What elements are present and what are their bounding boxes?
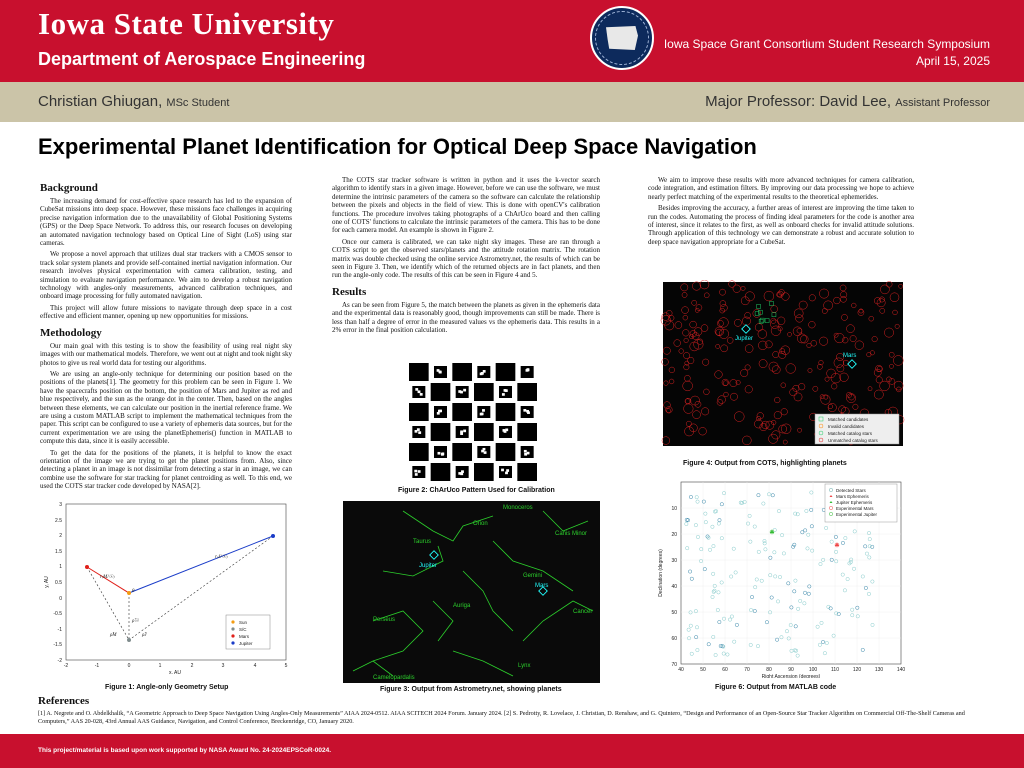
charuco-square <box>431 423 451 441</box>
methodology-paragraph-1: Our main goal with this testing is to show the feasibility of using real night sky images with our mathematical models. Therefore, we went out at night and took night sky photos to give us real world data for testing our algorithms. <box>40 341 292 367</box>
aruco-marker <box>477 406 490 418</box>
x-axis-label: x, AU <box>169 670 181 674</box>
figure-2-charuco-board <box>408 362 538 482</box>
poster-title: Experimental Planet Identification for Optical Deep Space Navigation <box>38 134 757 159</box>
charuco-square <box>474 463 494 481</box>
methodology-heading: Methodology <box>40 326 102 339</box>
label-lynx: Lynx <box>518 663 531 669</box>
aruco-bit <box>418 431 421 434</box>
x-tick: 40 <box>678 667 684 673</box>
sun-point <box>127 591 131 595</box>
r-jupiter-label: r₍J/☉₎ <box>215 555 228 560</box>
charuco-square <box>409 363 429 381</box>
aruco-bit <box>463 430 466 433</box>
x-tick: 90 <box>788 667 794 673</box>
label-mars: Mars <box>843 353 857 359</box>
y-tick: -2 <box>57 658 62 664</box>
label-canis-minor: Canis Minor <box>555 531 588 537</box>
aruco-bit <box>481 450 484 453</box>
legend-sc: S/C <box>239 627 247 632</box>
aruco-bit <box>481 372 484 375</box>
future-paragraph-1: We aim to improve these results with more advanced techniques for camera calibration, code integration, and estimation filters. By improving our data processing we hope to achieve nearly perfect matching of the experimental results to the theoretical ephemerides. <box>648 176 914 201</box>
student-author <box>38 93 229 110</box>
figure-3-astrometry-image <box>343 501 600 683</box>
legend-experimental-jupiter: Experimental Jupiter <box>836 512 878 517</box>
aruco-bit <box>418 470 421 473</box>
y-tick: 3 <box>59 502 62 508</box>
charuco-square <box>452 403 472 421</box>
y-tick: 60 <box>671 636 677 642</box>
references-heading: References <box>38 695 90 707</box>
legend-detected-stars: Detected Stars <box>836 488 866 493</box>
aruco-marker <box>434 446 447 458</box>
legend-matched-catalog: Matched catalog stars <box>828 431 873 436</box>
aruco-bit <box>501 469 504 472</box>
y-axis-label: y, AU <box>44 576 50 588</box>
label-jupiter: Jupiter <box>419 563 438 569</box>
charuco-square <box>452 363 472 381</box>
charuco-square <box>496 363 516 381</box>
charuco-square <box>517 383 537 401</box>
x-tick: 130 <box>874 667 884 673</box>
aruco-bit <box>461 470 464 473</box>
background-paragraph-1: The increasing demand for cost-effective space research has led to the expansion of CubeSat missions into deep space. However, these missions face challenges in acquiring precise navigation information due to the unavailability of Global Positioning Systems (GPS) or the Deep Space Network. To address this, our research focuses on developing an automated navigation technology based on Optical Line of Sight (LoS) using star cameras. <box>40 197 292 248</box>
aruco-bit <box>482 409 485 412</box>
y-tick: 2 <box>59 533 62 539</box>
figure-6-caption: Figure 6: Output from MATLAB code <box>715 684 837 691</box>
background-paragraph-2: We propose a novel approach that utilizes dual star trackers with a CMOS sensor to track solar system planets and provide self-contained inertial navigation information. Our research involves physical experimentation with camera calibration, testing, and simulation to evaluate navigation performance. We aim to develop a robust navigation technology with angles-only measurements, advanced calibration techniques, and onboard image processing for fully automated navigation. <box>40 250 292 301</box>
x-tick: 1 <box>158 663 162 669</box>
legend-sun: Sun <box>239 620 248 625</box>
aruco-bit <box>460 391 463 394</box>
x-tick: 2 <box>190 663 194 669</box>
x-tick: 60 <box>722 667 728 673</box>
aruco-bit <box>505 429 508 432</box>
aruco-bit <box>441 452 444 455</box>
theta-label: θ <box>132 589 135 594</box>
aruco-bit <box>524 453 527 456</box>
label-gemini: Gemini <box>523 573 543 579</box>
future-paragraph-2: Besides improving the accuracy, a further areas of interest are improving the time taken to run the codes. Automating the process of finding ideal parameters for the code is another area of interest, since it relates to the first, as well as onboard checks for invalid attitude solutions. Through application of this technology we can demonstrate a robust and accurate solution to deep space navigation appropriate for a CubeSat. <box>648 204 914 246</box>
x-tick: 5 <box>284 663 288 669</box>
label-auriga: Auriga <box>453 603 471 609</box>
rho-jupiter-label: ρ̂J <box>142 633 147 638</box>
aruco-bit <box>481 413 484 416</box>
mars-point <box>85 565 89 569</box>
x-tick: 3 <box>221 663 225 669</box>
label-perseus: Perseus <box>373 617 396 623</box>
rho-label: ρ̂☉ <box>132 619 139 624</box>
charuco-square <box>431 463 451 481</box>
y-tick: 20 <box>671 532 677 538</box>
aruco-bit <box>439 371 442 374</box>
legend-invalid-candidates: Invalid candidates <box>828 424 865 429</box>
label-mars: Mars <box>535 583 549 589</box>
legend-jupiter: Jupiter <box>239 641 253 646</box>
aruco-bit <box>415 388 418 391</box>
x-axis-label: Right Ascension (degrees) <box>761 674 821 678</box>
department-name: Department of Aerospace Engineering <box>38 49 366 69</box>
symposium-name: Iowa Space Grant Consortium Student Research Symposium <box>663 37 990 51</box>
charuco-square <box>517 423 537 441</box>
y-tick: 10 <box>671 506 677 512</box>
aruco-bit <box>506 469 509 472</box>
rho-mars-label: ρ̂M <box>110 633 117 638</box>
x-tick: 0 <box>127 663 131 669</box>
charuco-square <box>474 423 494 441</box>
aruco-bit <box>524 450 527 453</box>
student-name: Christian Ghiugan, <box>38 93 163 110</box>
charuco-square <box>431 383 451 401</box>
y-tick: -1.5 <box>53 642 62 648</box>
charuco-square <box>474 383 494 401</box>
label-taurus: Taurus <box>413 539 432 545</box>
y-tick: 70 <box>671 662 677 668</box>
results-paragraph: As can be seen from Figure 5, the match between the planets as given in the ephemeris data and the experimental data is reasonably good, though improvements can still be made. There is less than half a degree of error in the measured values vs the ephemeris data. This results in a 2% error in the final position calculation. <box>332 300 600 335</box>
funding-acknowledgement: This project/material is based upon work supported by NASA Award No. 24-2024EPSCoR-0024. <box>38 747 332 754</box>
y-tick: 50 <box>671 610 677 616</box>
legend-experimental-mars: Experimental Mars <box>836 506 874 511</box>
figure-1-caption: Figure 1: Angle-only Geometry Setup <box>105 684 229 691</box>
methodology-paragraph-2: We are using an angle-only technique for determining our position based on the positions of the planets[1]. The geometry for this problem can be seen in Figure 1. We have the spacecrafts position on the bottom, the position of Mars and Jupiter as red and blue respectively, and the sun as the orange dot in the center. Then, based on the angles between these elements, we can calculate our position in the inertial reference frame. We are using a custom MATLAB script to implement the mathematical techniques from the paper. This script can be configured to use a variety of ephemeris data sources, but for the current experimentation we are using the planetEphemeris() function in MATLAB to compute this data, since it is easily accessible. <box>40 369 292 446</box>
legend-unmatched-catalog: Unmatched catalog stars <box>828 438 878 443</box>
charuco-square <box>496 443 516 461</box>
university-name: Iowa State University <box>38 6 335 41</box>
x-tick: 100 <box>808 667 818 673</box>
aruco-bit <box>438 452 441 455</box>
label-cancer: Cancer <box>573 609 593 615</box>
aruco-bit <box>502 393 505 396</box>
y-tick: 40 <box>671 584 677 590</box>
aruco-bit <box>504 389 507 392</box>
aruco-bit <box>463 389 466 392</box>
jupiter-point <box>271 534 275 538</box>
aruco-bit <box>527 411 530 414</box>
y-tick: 1 <box>59 564 62 570</box>
legend-mars: Mars <box>239 634 249 639</box>
aruco-marker <box>499 386 512 398</box>
column-1 <box>40 176 292 494</box>
charuco-square <box>496 403 516 421</box>
x-tick: 80 <box>766 667 772 673</box>
label-camelopardalis: Camelopardalis <box>373 675 415 681</box>
y-tick: 1.5 <box>55 549 62 555</box>
x-tick: -1 <box>94 663 100 669</box>
aruco-bit <box>484 451 487 454</box>
column-3 <box>648 176 914 249</box>
r-mars-label: r₍M/☉₎ <box>100 575 115 580</box>
references-text: [1] A. Negrete and O. Abdelkhalik, “A Geometric Approach to Deep Space Navigation Using Angles-Only Measurements” AIAA 2024-0512. AIAA SCITECH 2024 Forum. January 2024. [2] S. Pedrotty, R. Lovelace, J. Christian, D. Renshaw, and G. Quintero, “Design and Performance of an Open-Source Star Tracker Algorithm on Commercial Off-The-Shelf Cameras and Computers,” AAS 20-028, 43rd Annual AAS Guidance, Navigation, and Control Conference, Breckenridge, CO, January 2020. <box>38 710 965 725</box>
figure-4-caption: Figure 4: Output from COTS, highlighting planets <box>683 460 847 467</box>
x-tick: 50 <box>700 667 706 673</box>
legend-jupiter-ephemeris: Jupiter Ephemeris <box>836 500 873 505</box>
charuco-square <box>409 443 429 461</box>
y-tick: 0 <box>59 596 62 602</box>
aruco-bit <box>502 429 505 432</box>
background-heading: Background <box>40 182 98 194</box>
aruco-bit <box>523 409 526 412</box>
software-paragraph-2: Once our camera is calibrated, we can take night sky images. These are ran through a COTS script to get the observed stars/planets and the attitude rotation matrix. The rotation matrix was double checked using the online service Astrometry.net, the results of which can be seen in Figure 3. Then, we identify which of the returned objects are in fact planets, and then run the angle-only code. The results of this can be seen in Figure 4 and 5. <box>332 237 600 280</box>
aruco-bit <box>415 473 418 476</box>
y-tick: -1 <box>57 627 62 633</box>
major-professor <box>705 93 990 110</box>
figure-1-geometry-plot <box>40 498 292 674</box>
aruco-marker <box>521 366 534 378</box>
aruco-bit <box>438 410 441 413</box>
x-tick: 70 <box>744 667 750 673</box>
charuco-square <box>409 403 429 421</box>
label-orion: Orion <box>473 521 488 527</box>
figure-2-caption: Figure 2: ChArUco Pattern Used for Calibration <box>398 487 555 494</box>
aruco-bit <box>437 412 440 415</box>
x-tick: 110 <box>831 667 839 673</box>
charuco-square <box>517 463 537 481</box>
x-tick: 120 <box>852 667 862 673</box>
professor-name: Major Professor: David Lee, <box>705 93 892 110</box>
y-tick: 30 <box>671 558 677 564</box>
figure-4-cots-output <box>655 280 907 456</box>
professor-role: Assistant Professor <box>895 97 990 109</box>
aruco-bit <box>527 452 530 455</box>
aruco-bit <box>415 430 418 433</box>
aruco-bit <box>505 472 508 475</box>
background-paragraph-3: This project will allow future missions to navigate through deep space in a cost effective and efficient manner, opening up new opportunities for missions. <box>40 303 292 321</box>
aruco-bit <box>414 470 417 473</box>
aruco-bit <box>458 472 461 475</box>
y-tick: 2.5 <box>55 518 62 524</box>
methodology-paragraph-3: To get the data for the positions of the planets, it is helpful to know the exact orientation of the image we are trying to get the planet positions from. Also, since detecting a planet in an image is not dissimilar from detecting a star in an image, we can combine use the software for star tracking for planet centroiding as well. To this end, we used the COTS star tracker code developed by NASA[2]. <box>40 448 292 491</box>
student-role: MSc Student <box>166 97 230 109</box>
spacecraft-point <box>127 638 131 642</box>
label-monoceros: Monoceros <box>503 505 533 511</box>
symposium-date: April 15, 2025 <box>915 54 990 68</box>
figure-6-matlab-plot <box>655 478 907 678</box>
results-heading: Results <box>332 285 367 298</box>
y-tick: 0.5 <box>55 580 62 586</box>
x-tick: -2 <box>63 663 69 669</box>
aruco-bit <box>418 390 421 393</box>
label-jupiter: Jupiter <box>735 336 754 342</box>
aruco-bit <box>420 393 423 396</box>
aruco-bit <box>460 432 463 435</box>
aruco-bit <box>527 369 530 372</box>
legend-mars-ephemeris: Mars Ephemeris <box>836 494 869 499</box>
legend-matched-candidates: Matched candidates <box>828 417 869 422</box>
x-tick: 4 <box>253 663 257 669</box>
x-tick: 140 <box>896 667 906 673</box>
charuco-square <box>452 443 472 461</box>
y-axis-label: Declination (degrees) <box>658 549 664 597</box>
software-paragraph-1: The COTS star tracker software is written in python and it uses the k-vector search algorithm to identify stars in a given image. However, before we can use the software, we must determine the intrinsic parameters of the camera so the software can calculate the relationship between the pixels and objects in the field of view. This is done with openCV's calibration functions. The procedure involves taking photographs of a ChArUco board and then calling one of COTS' functions to calculate the intrinsic parameters of the camera. This has to be done for each camera model. An example is shown in Figure 2. <box>332 176 600 235</box>
column-2 <box>332 176 600 338</box>
figure-3-caption: Figure 3: Output from Astrometry.net, showing planets <box>380 686 562 693</box>
space-grant-seal-logo <box>590 6 654 70</box>
y-tick: -0.5 <box>53 611 62 617</box>
